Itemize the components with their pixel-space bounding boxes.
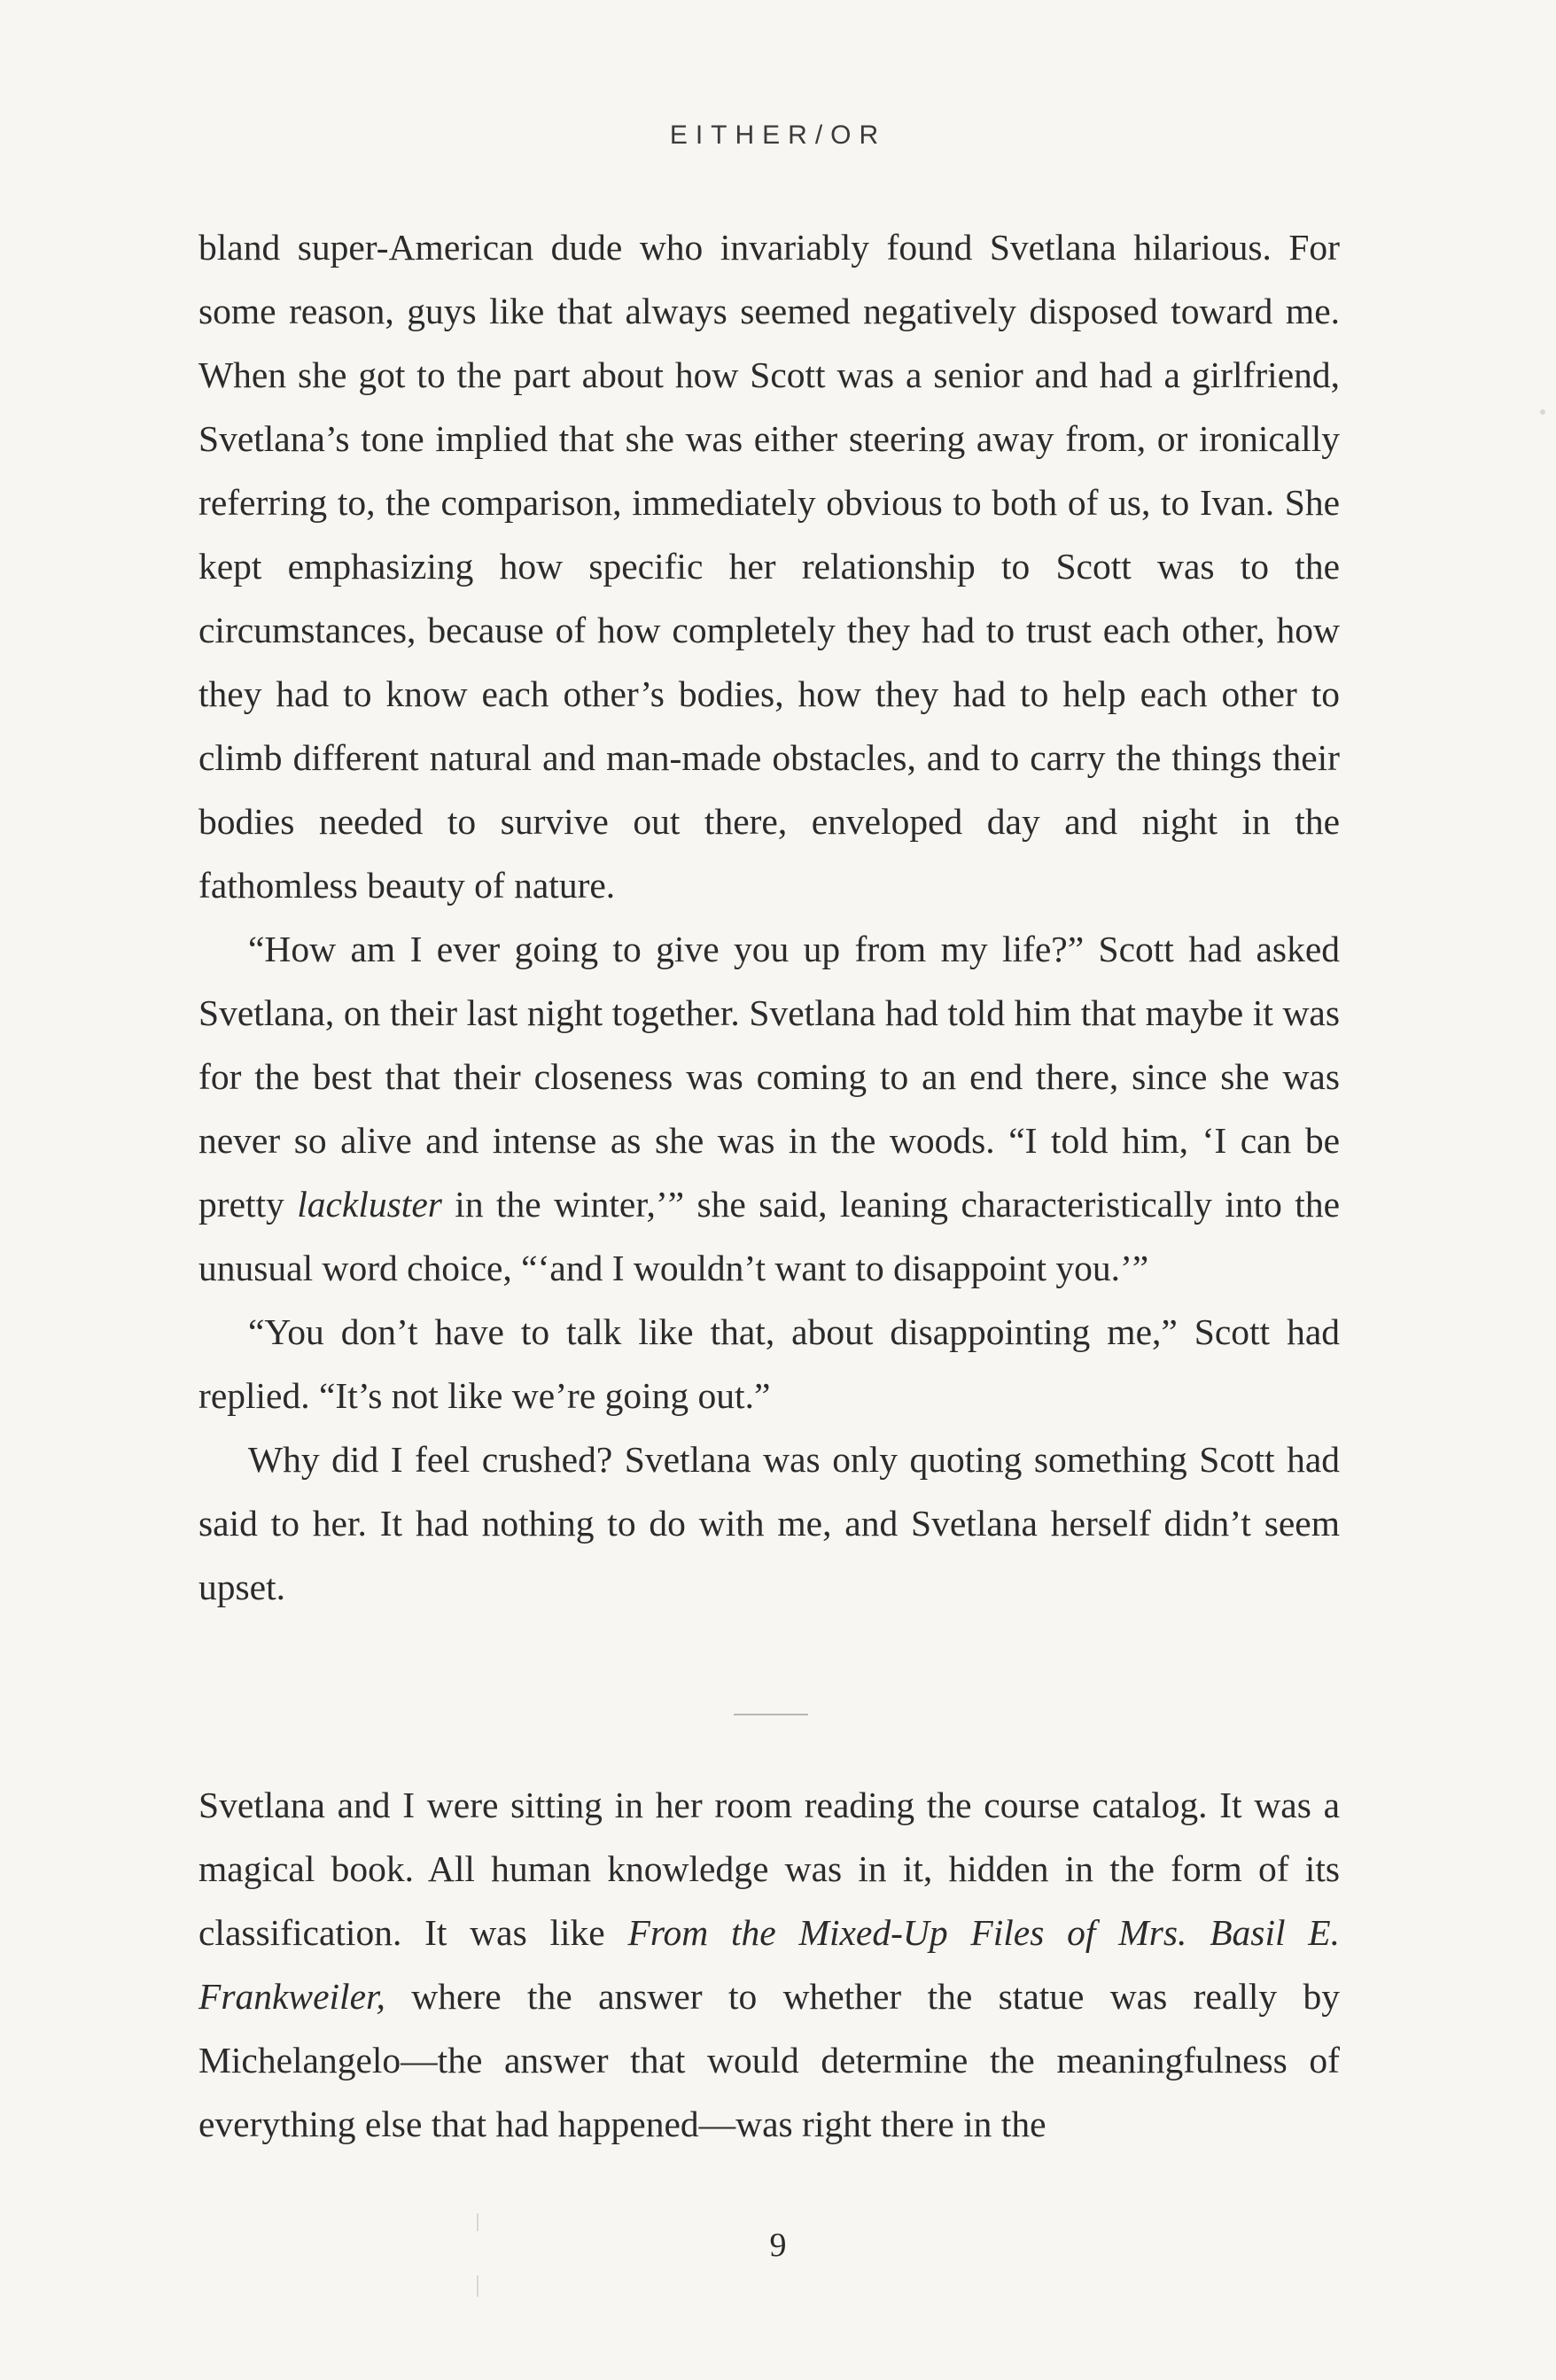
paragraph-2 [198, 917, 1340, 1300]
paragraph-2-part-a: “How am I ever going to give you up from my life?” Scott had asked Svetlana, on their last night together. Svetlana had told him that maybe it was for the best that their closeness was coming to an end there, since she was never so alive and intense as she was in the woods. “I told him, ‘I can be pretty [198, 929, 1340, 1225]
paragraph-3: “You don’t have to talk like that, about disappointing me,” Scott had replied. “It’s not like we’re going out.” [198, 1311, 1340, 1416]
paragraph-5-italic-title: From the Mixed-Up Files of Mrs. Basil E. Frankweiler, [198, 1912, 1340, 2017]
paragraph-4: Why did I feel crushed? Svetlana was only quoting something Scott had said to her. It had nothing to do with me, and Svetlana herself didn’t seem upset. [198, 1439, 1340, 1607]
running-head: EITHER/OR [669, 121, 887, 150]
paragraph-5-part-a: Svetlana and I were sitting in her room reading the course catalog. It was a magical book. All human knowledge was in it, hidden in the form of its classification. It was like [198, 1785, 1340, 1953]
paragraph-5-part-b: where the answer to whether the statue was really by Michelangelo—the answer that would determine the meaningfulness of everything else that had happened—was right there in the [198, 1976, 1340, 2144]
scan-speck [1540, 409, 1545, 415]
paragraph-5 [198, 1773, 1340, 2156]
text-block-bottom [198, 1773, 1340, 2156]
scan-speck [477, 2213, 478, 2231]
text-block-top [198, 215, 1340, 1619]
section-break-rule [734, 1714, 808, 1715]
scan-speck [477, 2275, 478, 2297]
paragraph-2-italic: lackluster [297, 1184, 442, 1225]
paragraph-1: bland super-American dude who invariably found Svetlana hilarious. For some reason, guys like that always seemed negatively disposed toward me. When she got to the part about how Scott was a senior and had a girlfriend, Svetlana’s tone implied that she was either steering away from, or ironically referring to, the comparison, immediately obvious to both of us, to Ivan. She kept emphasizing how specific her relationship to Scott was to the circumstances, because of how completely they had to trust each other, how they had to know each other’s bodies, how they had to help each other to climb different natural and man-made obstacles, and to carry the things their bodies needed to survive out there, enveloped day and night in the fathomless beauty of nature. [198, 227, 1340, 906]
page-number: 9 [769, 2227, 787, 2264]
paragraph-2-part-b: in the winter,’” she said, leaning characteristically into the unusual word choice, “‘and I wouldn’t want to disappoint you.’” [198, 1184, 1340, 1288]
